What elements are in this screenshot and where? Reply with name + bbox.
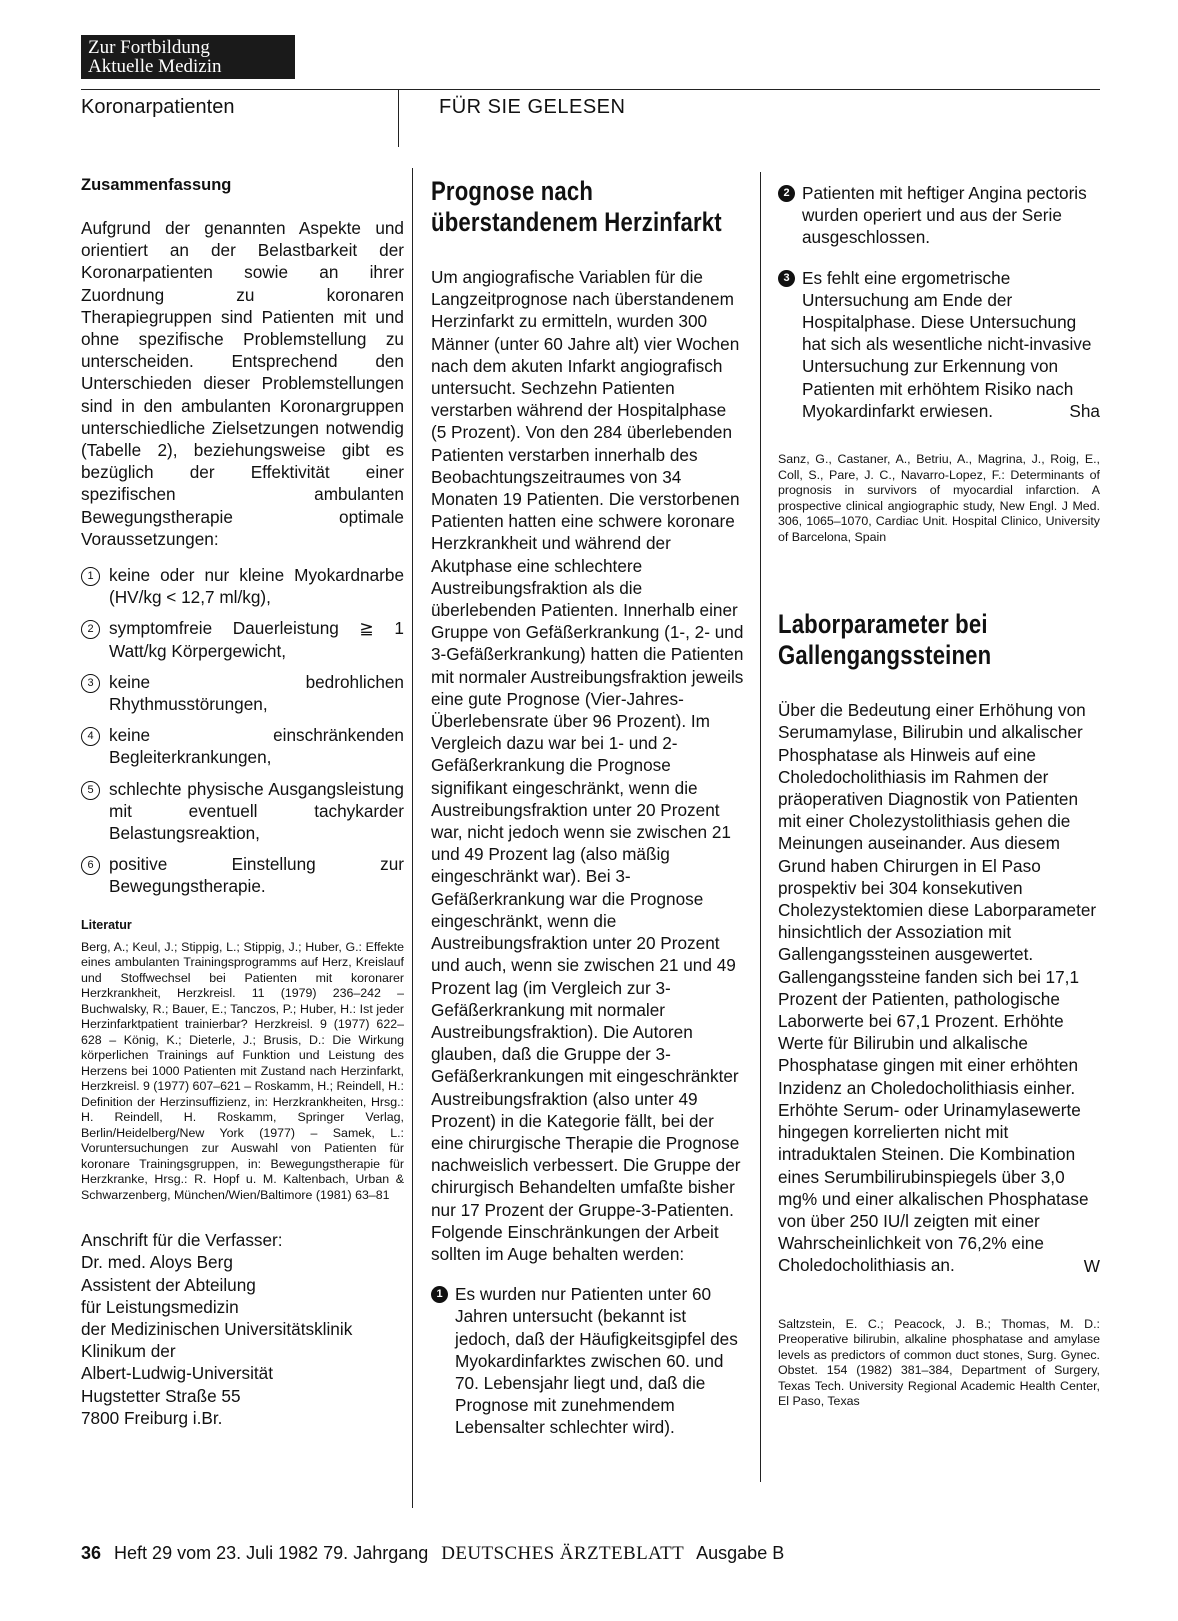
address-line: für Leistungsmedizin bbox=[81, 1296, 239, 1317]
limitation-note-3 bbox=[778, 267, 1100, 422]
column-divider-right bbox=[760, 172, 761, 1482]
article-body-gallstones: Über die Bedeutung einer Erhöhung von Serumamylase, Bilirubin und alkalischer Phosphatase als Hinweis auf eine Choledocholithiasis im Rahmen der präoperativen Diagnostik von Patienten mit einer Cholezystolithiasis gehen die Meinungen auseinander. Aus diesem Grund haben Chirurgen in El Paso prospektiv bei 304 konsekutiven Cholezystektomien diese Laborparameter hinsichtlich der Assoziation mit Gallengangssteinen ausgewertet. Gallengangssteine fanden sich bei 17,1 Prozent der Patienten, pathologische Laborwerte bei 67,1 Prozent. Erhöhte Werte für Bilirubin und alkalische Phosphatase gingen mit einer erhöhten Inzidenz an Choledocholithiasis einher. Erhöhte Serum- oder Urinamylasewerte hingegen korrelierten nicht mit intraduktalen Steinen. Die Kombination eines Serumbilirubinspiegels über 3,0 mg% und einer alkalischen Phosphatase von über 250 IU/l zeigten mit einer Wahrscheinlichkeit von 76,2% eine Choledocholithiasis an. bbox=[778, 700, 1097, 1276]
limitation-note-2 bbox=[778, 182, 1100, 249]
numbered-bullet: 2 bbox=[778, 185, 795, 202]
column-divider-left bbox=[412, 168, 413, 1508]
rubric-badge bbox=[81, 35, 295, 79]
top-rule bbox=[81, 89, 1100, 90]
list-item-text: positive Einstellung zur Bewegungstherapie. bbox=[109, 854, 404, 897]
section-label-right: FÜR SIE GELESEN bbox=[439, 96, 626, 118]
address-line: Albert-Ludwig-Universität bbox=[81, 1363, 273, 1384]
address-line: Dr. med. Aloys Berg bbox=[81, 1252, 233, 1273]
limitation-text: Es wurden nur Patienten unter 60 Jahren untersucht (bekannt ist jedoch, daß der Häufigkeitsgipfel des Myokardinfarktes zwischen 60. und 70. Lebensjahr liegt und, daß die Prognose mit zunehmendem Lebensalter schlechter wird). bbox=[455, 1284, 738, 1438]
circled-number: 5 bbox=[81, 781, 100, 800]
magazine-name: DEUTSCHES ÄRZTEBLATT bbox=[441, 1543, 685, 1564]
summary-intro: Aufgrund der genannten Aspekte und orientiert an der Belastbarkeit der Koronarpatienten sowie an ihrer Zuordnung zu koronaren Therapiegruppen sind Patienten mit und ohne spezifische Problemstellung zu unterscheiden. Entsprechend den Unterschieden dieser Problemstellungen sind in den ambulanten Koronargruppen unterschiedliche Zielsetzungen notwendig (Tabelle 2), beziehungsweise gibt es bezüglich der Effektivität einer spezifischen ambulanten Bewegungstherapie optimale Voraussetzungen: bbox=[81, 218, 404, 549]
circled-number: 1 bbox=[81, 567, 100, 586]
goals-list bbox=[81, 564, 404, 898]
article-column-prognosis bbox=[431, 176, 745, 1439]
reference-prognosis: Sanz, G., Castaner, A., Betriu, A., Magrina, J., Roig, E., Coll, S., Pare, J. C., Navarro-Lopez, F.: Determinants of prognosis in survivors of myocardial infarction. A prospective clinical angiographic study, New Engl. J Med. 306, 1065–1070, Cardiac Unit. Hospital Clinico, University of Barcelona, Spain bbox=[778, 452, 1100, 544]
address-line: der Medizinischen Universitätsklinik bbox=[81, 1319, 353, 1339]
list-item-text: keine einschränkenden Begleiterkrankungen, bbox=[109, 725, 404, 768]
reference-gallstones: Saltzstein, E. C.; Peacock, J. B.; Thomas, M. D.: Preoperative bilirubin, alkaline phosphatase and amylase levels as predictors of common duct stones, Surg. Gynec. Obstet. 154 (1982) 381–384, Department of Surgery, Texas Tech. University Regional Academic Health Center, El Paso, Texas bbox=[778, 1316, 1100, 1409]
literature-text: Berg, A.; Keul, J.; Stippig, L.; Stippig, J.; Huber, G.: Effekte eines ambulanten Trainingsprogramms auf Herz, Kreislauf und Stoffwechsel bei Patienten mit koronarer Herzkrankheit, Herzkreisl. 11 (1979) 236–242 – Buchwalsky, R.; Bauer, E.; Tanczos, P.; Huber, H.: Ist jeder Herzinfarktpatient trainierbar? Herzkreisl. 9 (1977) 622–628 – König, K.; Dieterle, J.; Brusis, D.: Die Wirkung körperlichen Trainings auf Funktion und Leistung des Herzens bei 1000 Patienten mit Zustand nach Herzinfarkt, Herzkreisl. 9 (1977) 607–621 – Roskamm, H.; Reindell, H.: Definition der Herzinsuffizienz, in: Herzkrankheiten, Hrsg.: H. Reindell, H. Roskamm, Springer Verlag, Berlin/Heidelberg/New York (1977) – Samek, L.: Voruntersuchungen zur Auswahl von Patienten für koronare Trainingsgruppen, in: Bewegungstherapie für Herzkranke, Hrsg.: R. Hopf u. M. Kaltenbach, Urban & Schwarzenberg, München/Wien/Baltimore (1981) 63–81 bbox=[81, 939, 404, 1202]
article-title-prognosis: Prognose nach überstandenem Herzinfarkt bbox=[431, 176, 722, 237]
list-item-text: symptomfreie Dauerleistung ≧ 1 Watt/kg Körpergewicht, bbox=[109, 618, 404, 661]
page-footer bbox=[81, 1543, 784, 1565]
circled-number: 6 bbox=[81, 856, 100, 875]
limitation-text: Es fehlt eine ergometrische Untersuchung am Ende der Hospitalphase. Diese Untersuchung hat sich als wesentliche nicht-invasive Untersuchung zur Erkennung von Patienten mit erhöhtem Risiko nach Myokardinfarkt erwiesen. bbox=[802, 267, 1092, 421]
literature-heading: Literatur bbox=[81, 917, 132, 932]
list-item bbox=[81, 671, 404, 715]
author-address bbox=[81, 1229, 404, 1429]
list-item bbox=[81, 853, 404, 897]
author-initials-1: Sha bbox=[1069, 401, 1100, 422]
column-divider-top bbox=[398, 89, 399, 147]
author-initials-2: W bbox=[1083, 1255, 1100, 1276]
page-number: 36 bbox=[81, 1543, 102, 1563]
list-item-text: keine oder nur kleine Myokardnarbe (HV/kg < 12,7 ml/kg), bbox=[109, 565, 404, 608]
list-item-text: schlechte physische Ausgangsleistung mit eventuell tachykarder Belastungsreaktion, bbox=[109, 778, 404, 844]
address-line: Hugstetter Straße 55 bbox=[81, 1385, 241, 1406]
list-item bbox=[81, 778, 404, 845]
address-line: Assistent der Abteilung bbox=[81, 1274, 256, 1295]
address-line: 7800 Freiburg i.Br. bbox=[81, 1407, 223, 1428]
circled-number: 2 bbox=[81, 620, 100, 639]
circled-number: 3 bbox=[81, 674, 100, 693]
issue-info: Heft 29 vom 23. Juli 1982 79. Jahrgang bbox=[114, 1543, 429, 1563]
rubric-line-2: Aktuelle Medizin bbox=[88, 56, 222, 77]
article-title-gallstones: Laborparameter bei Gallengangssteinen bbox=[778, 609, 992, 671]
edition-label: Ausgabe B bbox=[696, 1543, 785, 1563]
list-item-text: keine bedrohlichen Rhythmusstörungen, bbox=[109, 671, 404, 715]
list-item bbox=[81, 724, 404, 768]
circled-number: 4 bbox=[81, 727, 100, 746]
list-item bbox=[81, 564, 404, 608]
numbered-bullet: 3 bbox=[778, 270, 795, 287]
limitation-text: Patienten mit heftiger Angina pectoris wurden operiert und aus der Serie ausgeschlossen. bbox=[802, 183, 1087, 248]
section-label-left: Koronarpatienten bbox=[81, 96, 235, 118]
rubric-line-1: Zur Fortbildung bbox=[88, 37, 210, 58]
article-column-right bbox=[778, 182, 1100, 1410]
summary-heading: Zusammenfassung bbox=[81, 176, 232, 194]
address-line: Anschrift für die Verfasser: bbox=[81, 1230, 283, 1251]
summary-column bbox=[81, 176, 404, 1429]
article-body-prognosis: Um angiografische Variablen für die Langzeitprognose nach überstandenem Herzinfarkt zu ermitteln, wurden 300 Männer (unter 60 Jahre alt) vier Wochen nach dem akuten Infarkt angiografisch untersucht. Sechzehn Patienten verstarben während der Hospitalphase (5 Prozent). Von den 284 überlebenden Patienten verstarben innerhalb des Beobachtungszeitraumes von 34 Monaten 19 Patienten. Die verstorbenen Patienten hatten eine schwere koronare Herzkrankheit und während der Akutphase eine schlechtere Austreibungsfraktion als die überlebenden Patienten. Innerhalb einer Gruppe von Gefäßerkrankung (1-, 2- und 3-Gefäßerkrankung) hatten die Patienten mit normaler Austreibungsfraktion jeweils eine gute Prognose (Vier-Jahres-Überlebensrate über 96 Prozent). Im Vergleich dazu war bei 1- und 2-Gefäßerkrankung die Prognose signifikant eingeschränkt, wenn die Austreibungsfraktion unter 20 Prozent war, nicht jedoch wenn sie zwischen 21 und 49 Prozent lag (also mäßig eingeschränkt war). Bei 3-Gefäßerkrankung war die Prognose eingeschränkt, wenn die Austreibungsfraktion unter 20 Prozent und auch, wenn sie zwischen 21 und 49 Prozent lag (im Vergleich zur 3-Gefäßerkrankung mit normaler Austreibungsfraktion). Die Autoren glauben, daß die Gruppe der 3-Gefäßerkrankungen mit eingeschränkter Austreibungsfraktion (also unter 49 Prozent) in die Kategorie fällt, bei der eine chirurgische Therapie die Prognose nachweislich verbessert. Die Gruppe der chirurgisch Behandelten umfaßte bisher nur 17 Prozent der Gruppe-3-Patienten. Folgende Einschränkungen der Arbeit sollten im Auge behalten werden: bbox=[431, 267, 744, 1264]
address-line: Klinikum der bbox=[81, 1341, 176, 1362]
numbered-bullet: 1 bbox=[431, 1286, 448, 1303]
list-item bbox=[81, 617, 404, 661]
limitation-note-1 bbox=[431, 1283, 745, 1438]
